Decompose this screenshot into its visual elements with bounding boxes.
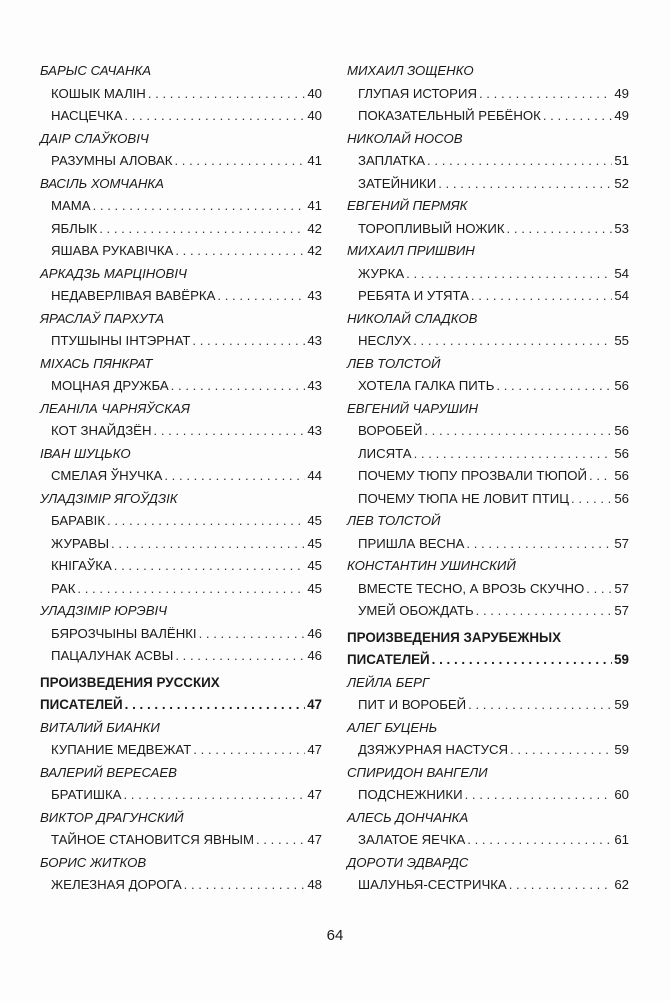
- toc-entry-page: 47: [307, 832, 322, 847]
- toc-entry: [40, 578, 322, 601]
- toc-entry: [347, 105, 629, 128]
- toc-author: ВИКТОР ДРАГУНСКИЙ: [40, 809, 184, 825]
- toc-entry-title: ПОКАЗАТЕЛЬНЫЙ РЕБЁНОК: [358, 108, 541, 123]
- dot-leader: [507, 218, 613, 241]
- toc-entry-title: ШАЛУНЬЯ-СЕСТРИЧКА: [358, 877, 507, 892]
- toc-entry-title: ТОРОПЛИВЫЙ НОЖИК: [358, 220, 505, 236]
- dot-leader: [479, 83, 612, 106]
- toc-entry: [347, 829, 629, 852]
- toc-author: ЛЕЙЛА БЕРГ: [347, 674, 430, 690]
- dot-leader: [99, 218, 305, 241]
- dot-leader: [107, 510, 305, 533]
- toc-entry-page: 49: [614, 108, 629, 123]
- toc-entry-title: ПОЧЕМУ ТЮПУ ПРОЗВАЛИ ТЮПОЙ: [358, 468, 587, 483]
- toc-entry-page: 54: [614, 265, 629, 281]
- toc-entry: [347, 83, 629, 106]
- toc-entry-title: ПОЧЕМУ ТЮПА НЕ ЛОВИТ ПТИЦ: [358, 490, 570, 506]
- dot-leader: [589, 465, 612, 488]
- toc-entry-title: КОШЫК МАЛІН: [51, 85, 146, 101]
- toc-entry-page: 41: [307, 153, 322, 168]
- toc-author: АЛЕСЬ ДОНЧАНКА: [347, 809, 469, 825]
- toc-entry: [40, 105, 322, 128]
- dot-leader: [154, 420, 306, 443]
- toc-entry-page: 54: [614, 288, 629, 303]
- toc-entry: [40, 330, 322, 353]
- dot-leader: [114, 555, 306, 578]
- toc-entry-title: НЕДАВЕРЛІВАЯ ВАВЁРКА: [51, 288, 216, 303]
- dot-leader: [432, 649, 612, 672]
- toc-entry-page: 56: [614, 423, 629, 438]
- dot-leader: [124, 105, 305, 128]
- toc-entry-page: 49: [614, 85, 629, 101]
- dot-leader: [413, 330, 612, 353]
- toc-author: СПИРИДОН ВАНГЕЛИ: [347, 764, 488, 780]
- toc-entry: [347, 263, 629, 286]
- toc-entry: [347, 218, 629, 241]
- toc-author: НИКОЛАЙ НОСОВ: [347, 130, 463, 146]
- toc-entry-title: ПРИШЛА ВЕСНА: [358, 535, 465, 551]
- toc-author: МИХАИЛ ЗОЩЕНКО: [347, 63, 474, 78]
- toc-author: БАРЫС САЧАНКА: [40, 63, 152, 78]
- toc-author: ВАЛЕРИЙ ВЕРЕСАЕВ: [40, 764, 177, 780]
- toc-entry: [40, 874, 322, 897]
- toc-entry-page: 51: [614, 153, 629, 168]
- toc-entry-title: РАЗУМНЫ АЛОВАК: [51, 153, 173, 168]
- toc-entry: [40, 218, 322, 241]
- toc-entry: [347, 420, 629, 443]
- dot-leader: [192, 330, 305, 353]
- toc-entry: [347, 600, 629, 623]
- toc-entry-title: РАК: [51, 580, 76, 596]
- toc-entry-title: ЖУРАВЫ: [51, 535, 110, 551]
- toc-entry: [347, 533, 629, 556]
- toc-entry-title: ДЗЯЖУРНАЯ НАСТУСЯ: [358, 742, 509, 757]
- toc-entry-title: ЗАТЕЙНИКИ: [358, 175, 437, 191]
- toc-author: ІВАН ШУЦЬКО: [40, 445, 131, 461]
- toc-entry-title: ПОДСНЕЖНИКИ: [358, 787, 463, 802]
- toc-entry: [40, 645, 322, 668]
- toc-entry-page: 41: [307, 198, 322, 213]
- dot-leader: [543, 105, 613, 128]
- toc-author: МІХАСЬ ПЯНКРАТ: [40, 355, 153, 371]
- toc-entry: [347, 874, 629, 897]
- dot-leader: [465, 784, 613, 807]
- toc-entry-page: 43: [307, 288, 322, 303]
- toc-entry: [347, 739, 629, 762]
- toc-author: УЛАДЗІМІР ЯГОЎДЗІК: [40, 490, 178, 506]
- dot-leader: [174, 150, 305, 173]
- toc-entry: [40, 285, 322, 308]
- toc-section-heading: [40, 694, 322, 717]
- toc-entry-page: 45: [307, 558, 322, 573]
- toc-entry: [40, 623, 322, 646]
- dot-leader: [509, 874, 613, 897]
- toc-entry-page: 57: [614, 603, 629, 618]
- toc-entry-title: РЕБЯТА И УТЯТА: [358, 288, 469, 303]
- toc-entry-page: 40: [307, 85, 322, 101]
- toc-entry-page: 59: [614, 697, 629, 712]
- toc-entry-page: 46: [307, 625, 322, 641]
- toc-entry: [40, 510, 322, 533]
- dot-leader: [466, 533, 612, 556]
- toc-entry: [40, 739, 322, 762]
- toc-entry-title: ЖЕЛЕЗНАЯ ДОРОГА: [51, 877, 182, 892]
- dot-leader: [93, 195, 306, 218]
- toc-entry-title: НАСЦЕЧКА: [51, 108, 123, 123]
- toc-section-heading: [347, 649, 629, 672]
- dot-leader: [256, 829, 305, 852]
- toc-entry: [40, 420, 322, 443]
- dot-leader: [199, 623, 306, 646]
- toc-entry-title: ГЛУПАЯ ИСТОРИЯ: [358, 85, 477, 101]
- toc-entry-page: 60: [614, 787, 629, 802]
- toc-author: ДАІР СЛАЎКОВІЧ: [40, 130, 149, 146]
- dot-leader: [468, 694, 612, 717]
- toc-entry-page: 43: [307, 423, 322, 438]
- toc-entry: [347, 784, 629, 807]
- toc-author: ЕВГЕНИЙ ЧАРУШИН: [347, 400, 479, 416]
- toc-author: ЛЕВ ТОЛСТОЙ: [347, 513, 441, 528]
- dot-leader: [510, 739, 612, 762]
- toc-entry-page: 52: [614, 175, 629, 191]
- toc-entry: [347, 443, 629, 466]
- toc-entry-page: 44: [307, 468, 322, 483]
- toc-entry-title: НЕСЛУХ: [358, 333, 412, 348]
- dot-leader: [424, 420, 612, 443]
- dot-leader: [77, 578, 305, 601]
- toc-entry-page: 57: [614, 580, 629, 596]
- dot-leader: [438, 173, 612, 196]
- toc-entry: [347, 330, 629, 353]
- toc-section-heading: ПРОИЗВЕДЕНИЯ РУССКИХ: [40, 674, 220, 690]
- toc-entry-title: КНІГАЎКА: [51, 558, 112, 573]
- toc-author: АЛЕГ БУЦЕНЬ: [347, 719, 438, 735]
- dot-leader: [586, 578, 612, 601]
- toc-entry-page: 53: [614, 220, 629, 236]
- toc-entry-title: ЯШАВА РУКАВІЧКА: [51, 243, 174, 258]
- dot-leader: [175, 645, 305, 668]
- toc-entry-page: 40: [307, 108, 322, 123]
- toc-entry-page: 57: [614, 535, 629, 551]
- toc-author: ВАСІЛЬ ХОМЧАНКА: [40, 175, 164, 191]
- toc-entry-title: КУПАНИЕ МЕДВЕЖАТ: [51, 742, 192, 757]
- dot-leader: [148, 83, 306, 106]
- toc-entry-title: БЯРОЗЧЫНЫ ВАЛЁНКІ: [51, 625, 197, 641]
- toc-entry: [40, 533, 322, 556]
- toc-entry-page: 48: [307, 877, 322, 892]
- toc-entry-page: 55: [614, 333, 629, 348]
- toc-entry-title: БАРАВІК: [51, 513, 106, 528]
- toc-entry: [347, 578, 629, 601]
- toc-entry-page: 46: [307, 648, 322, 663]
- toc-author: ЕВГЕНИЙ ПЕРМЯК: [347, 198, 468, 213]
- toc-entry: [347, 150, 629, 173]
- toc-entry-title: БРАТИШКА: [51, 787, 122, 802]
- dot-leader: [184, 874, 306, 897]
- dot-leader: [123, 784, 305, 807]
- dot-leader: [496, 375, 612, 398]
- toc-entry: [347, 375, 629, 398]
- toc-entry-page: 42: [307, 220, 322, 236]
- toc-entry-title: ВОРОБЕЙ: [358, 423, 423, 438]
- dot-leader: [164, 465, 305, 488]
- toc-section-heading: ПРОИЗВЕДЕНИЯ ЗАРУБЕЖНЫХ: [347, 629, 562, 645]
- toc-entry: [40, 555, 322, 578]
- toc-author: ВИТАЛИЙ БИАНКИ: [40, 719, 160, 735]
- toc-entry: [40, 150, 322, 173]
- toc-section-title: ПИСАТЕЛЕЙ: [347, 652, 430, 667]
- toc-entry: [347, 285, 629, 308]
- toc-author: АРКАДЗЬ МАРЦІНОВІЧ: [40, 265, 187, 281]
- toc-entry: [347, 488, 629, 511]
- toc-entry-title: ЗАЛАТОЕ ЯЕЧКА: [358, 832, 466, 847]
- toc-entry-page: 59: [614, 742, 629, 757]
- toc-entry-title: МОЦНАЯ ДРУЖБА: [51, 378, 169, 393]
- toc-entry-title: ЗАПЛАТКА: [358, 153, 426, 168]
- toc-entry-title: УМЕЙ ОБОЖДАТЬ: [358, 603, 474, 618]
- toc-entry-title: ЖУРКА: [358, 265, 405, 281]
- dot-leader: [125, 694, 305, 717]
- toc-entry-page: 56: [614, 445, 629, 461]
- toc-entry: [347, 694, 629, 717]
- toc-entry: [40, 195, 322, 218]
- toc-author: КОНСТАНТИН УШИНСКИЙ: [347, 558, 516, 573]
- dot-leader: [111, 533, 305, 556]
- toc-entry-page: 56: [614, 490, 629, 506]
- toc-entry-title: ВМЕСТЕ ТЕСНО, А ВРОЗЬ СКУЧНО: [358, 580, 585, 596]
- dot-leader: [427, 150, 612, 173]
- dot-leader: [476, 600, 613, 623]
- toc-entry: [40, 83, 322, 106]
- toc-entry-page: 43: [307, 378, 322, 393]
- dot-leader: [171, 375, 306, 398]
- toc-author: ДОРОТИ ЭДВАРДС: [347, 854, 469, 870]
- toc-entry: [347, 465, 629, 488]
- toc-author: ЯРАСЛАЎ ПАРХУТА: [40, 310, 165, 326]
- toc-author: ЛЕВ ТОЛСТОЙ: [347, 355, 441, 371]
- toc-left-column: [40, 60, 322, 897]
- toc-entry: [40, 784, 322, 807]
- toc-entry-title: ТАЙНОЕ СТАНОВИТСЯ ЯВНЫМ: [51, 832, 254, 847]
- toc-right-column: [347, 60, 629, 897]
- toc-entry-title: КОТ ЗНАЙДЗЁН: [51, 423, 152, 438]
- toc-section-page: 59: [614, 652, 629, 667]
- toc-entry-page: 47: [307, 742, 322, 757]
- dot-leader: [471, 285, 612, 308]
- toc-author: ЛЕАНІЛА ЧАРНЯЎСКАЯ: [40, 400, 190, 416]
- toc-section-page: 47: [307, 697, 322, 712]
- toc-entry: [40, 829, 322, 852]
- toc-entry-page: 45: [307, 580, 322, 596]
- dot-leader: [193, 739, 305, 762]
- toc-entry-page: 42: [307, 243, 322, 258]
- toc-entry-page: 56: [614, 468, 629, 483]
- toc-section-title: ПИСАТЕЛЕЙ: [40, 697, 123, 712]
- toc-entry-page: 43: [307, 333, 322, 348]
- toc-entry-page: 61: [614, 832, 629, 847]
- toc-entry-title: ПТУШЫНЫ ІНТЭРНАТ: [51, 333, 191, 348]
- toc-author: БОРИС ЖИТКОВ: [40, 854, 147, 870]
- toc-entry: [40, 240, 322, 263]
- toc-entry-page: 45: [307, 513, 322, 528]
- dot-leader: [467, 829, 612, 852]
- toc-entry-page: 62: [614, 877, 629, 892]
- toc-entry-page: 56: [614, 378, 629, 393]
- toc-author: МИХАИЛ ПРИШВИН: [347, 243, 475, 258]
- dot-leader: [217, 285, 305, 308]
- dot-leader: [175, 240, 305, 263]
- toc-entry-title: ПИТ И ВОРОБЕЙ: [358, 697, 467, 712]
- dot-leader: [571, 488, 612, 511]
- toc-entry: [347, 173, 629, 196]
- dot-leader: [406, 263, 612, 286]
- toc-entry-page: 45: [307, 535, 322, 551]
- toc-entry: [40, 465, 322, 488]
- toc-entry-title: СМЕЛАЯ ЎНУЧКА: [51, 468, 163, 483]
- toc-author: НИКОЛАЙ СЛАДКОВ: [347, 310, 478, 326]
- toc-entry-title: МАМА: [51, 198, 91, 213]
- toc-entry: [40, 375, 322, 398]
- page-number: 64: [326, 927, 344, 944]
- toc-entry-title: ЯБЛЫК: [51, 220, 98, 236]
- toc-entry-title: ПАЦАЛУНАК АСВЫ: [51, 648, 174, 663]
- toc-entry-title: ЛИСЯТА: [358, 445, 412, 461]
- toc-entry-title: ХОТЕЛА ГАЛКА ПИТЬ: [358, 378, 495, 393]
- toc-author: УЛАДЗІМІР ЮРЭВІЧ: [40, 603, 168, 618]
- toc-entry-page: 47: [307, 787, 322, 802]
- dot-leader: [414, 443, 613, 466]
